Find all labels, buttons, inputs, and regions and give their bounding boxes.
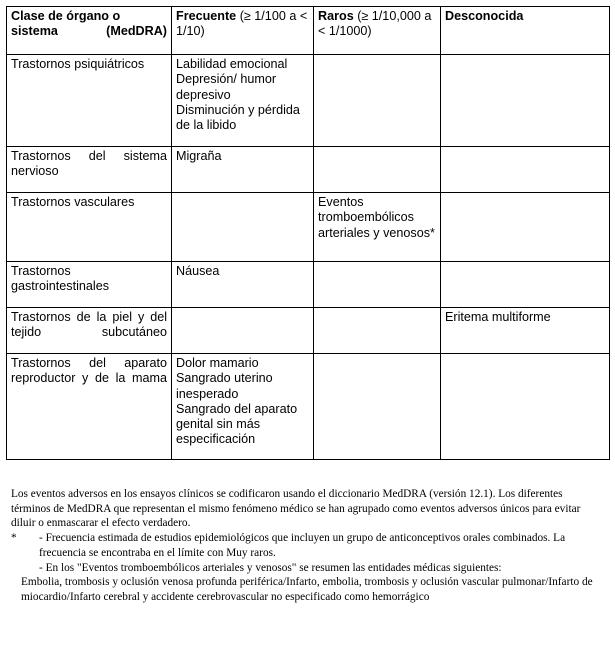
cell-line: Sangrado del aparato genital sin más especificación xyxy=(176,401,298,447)
cell-frequent xyxy=(172,262,314,308)
cell-line: Trastornos vasculares xyxy=(11,195,135,209)
table-row xyxy=(7,354,610,460)
cell-unknown xyxy=(441,55,610,147)
note-meddra: Los eventos adversos en los ensayos clínicos se codificaron usando el diccionario MedDRA (versión 12.1). Los diferentes términos de MedDRA que representan el mismo fenómeno médico se han agrupado como eventos adversos únicos para evitar diluir o enmascarar el efecto verdadero. xyxy=(11,488,581,530)
cell-frequent xyxy=(172,354,314,460)
footnote-thromboembolic: - En los "Eventos tromboembólicos arteriales y venosos" se resumen las entidades médicas siguientes: xyxy=(39,561,502,574)
cell-organ-class xyxy=(7,308,172,354)
footnotes xyxy=(11,487,596,605)
header-rare xyxy=(314,7,441,55)
cell-frequent xyxy=(172,55,314,147)
cell-organ-class xyxy=(7,147,172,193)
cell-line: Trastornos del sistema nervioso xyxy=(11,149,167,179)
cell-rare xyxy=(314,147,441,193)
header-rare-label: Raros xyxy=(318,9,354,23)
header-frequent xyxy=(172,7,314,55)
cell-unknown xyxy=(441,147,610,193)
table-row xyxy=(7,262,610,308)
table-body xyxy=(7,55,610,460)
cell-line: Trastornos gastrointestinales xyxy=(11,264,110,294)
cell-frequent xyxy=(172,147,314,193)
cell-line: Trastornos del aparato reproductor y de la mama xyxy=(11,356,167,386)
cell-line: Depresión/ humor depresivo xyxy=(176,72,277,102)
cell-line: Eritema multiforme xyxy=(445,310,551,324)
cell-line: Labilidad emocional xyxy=(176,57,288,71)
cell-line: Trastornos de la piel y del tejido subcutáneo xyxy=(11,310,167,340)
cell-organ-class xyxy=(7,193,172,262)
footnote-body xyxy=(39,531,596,575)
header-frequent-range: (≥ 1/100 a < 1/10) xyxy=(176,9,308,39)
cell-rare xyxy=(314,193,441,262)
cell-line: Dolor mamario xyxy=(176,356,259,370)
cell-organ-class xyxy=(7,354,172,460)
header-rare-range: (≥ 1/10,000 a < 1/1000) xyxy=(318,9,432,39)
header-organ-class: Clase de órgano o sistema (MedDRA) xyxy=(7,7,172,55)
cell-line: Disminución y pérdida de la libido xyxy=(176,102,300,133)
adverse-events-table xyxy=(6,6,610,460)
table-row xyxy=(7,308,610,354)
cell-line: Náusea xyxy=(176,264,220,278)
cell-line: Migraña xyxy=(176,149,222,163)
cell-unknown xyxy=(441,308,610,354)
footnote-frequency: - Frecuencia estimada de estudios epidemiológicos que incluyen un grupo de anticonceptivos orales combinados. La frecuencia se encontraba en el límite con Muy raros. xyxy=(39,532,566,559)
cell-unknown xyxy=(441,354,610,460)
cell-rare xyxy=(314,308,441,354)
header-row xyxy=(7,7,610,55)
cell-rare xyxy=(314,354,441,460)
cell-unknown xyxy=(441,262,610,308)
footnote-star xyxy=(11,531,596,575)
table-row xyxy=(7,193,610,262)
cell-frequent xyxy=(172,193,314,262)
cell-rare xyxy=(314,262,441,308)
cell-unknown xyxy=(441,193,610,262)
footnote-entities: Embolia, trombosis y oclusión venosa profunda periférica/Infarto, embolia, trombosis y oclusión vascular pulmonar/Infarto de miocardio/Infarto cerebral y accidente cerebrovascular no especificado como hemorrágico xyxy=(21,576,593,603)
table-row xyxy=(7,147,610,193)
footnote-marker: * xyxy=(11,532,17,545)
cell-rare xyxy=(314,55,441,147)
cell-frequent xyxy=(172,308,314,354)
cell-organ-class xyxy=(7,262,172,308)
cell-line: Sangrado uterino inesperado xyxy=(176,371,273,401)
cell-line: Trastornos psiquiátricos xyxy=(11,57,145,71)
table-row xyxy=(7,55,610,147)
header-unknown: Desconocida xyxy=(441,7,610,55)
cell-line: Eventos tromboembólicos arteriales y venosos* xyxy=(318,195,435,240)
cell-organ-class xyxy=(7,55,172,147)
header-frequent-label: Frecuente xyxy=(176,9,237,23)
